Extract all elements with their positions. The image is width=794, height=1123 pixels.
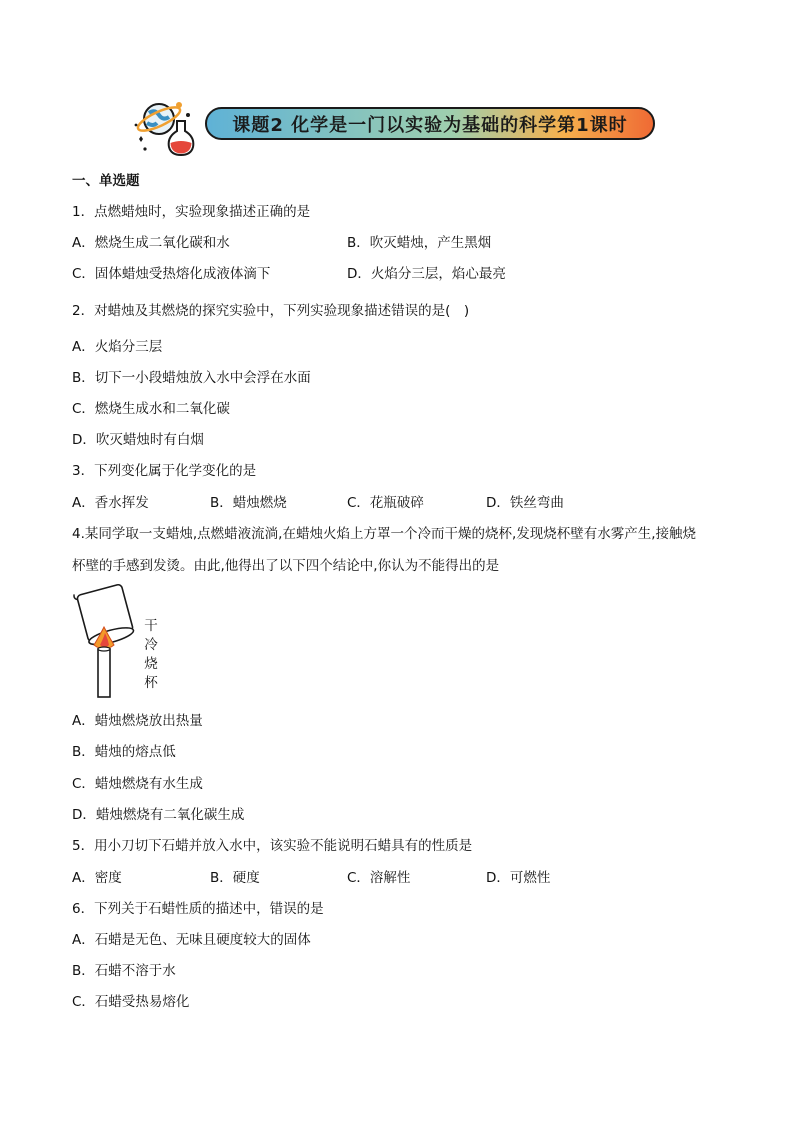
question-4-option-d[interactable]: D．蜡烛燃烧有二氧化碳生成 <box>72 807 245 823</box>
candle-under-beaker-illustration <box>70 583 140 701</box>
question-1-option-b[interactable]: B．吹灭蜡烛，产生黑烟 <box>347 235 492 251</box>
question-6-option-c[interactable]: C．石蜡受热易熔化 <box>72 994 190 1010</box>
question-5-option-d[interactable]: D．可燃性 <box>486 870 551 886</box>
question-2-option-a[interactable]: A．火焰分三层 <box>72 339 163 355</box>
question-2-option-b[interactable]: B．切下一小段蜡烛放入水中会浮在水面 <box>72 370 311 386</box>
question-3-stem: 3．下列变化属于化学变化的是 <box>72 463 257 479</box>
chemistry-globe-flask-icon <box>133 95 205 159</box>
question-5-option-c[interactable]: C．溶解性 <box>347 870 411 886</box>
question-4-stem-line-1: 4.某同学取一支蜡烛,点燃蜡液流淌,在蜡烛火焰上方罩一个冷而干燥的烧杯,发现烧杯壁有水雾产生,接触烧 <box>72 526 697 542</box>
question-4-stem-line-2: 杯壁的手感到发烫。由此,他得出了以下四个结论中,你认为不能得出的是 <box>72 558 500 574</box>
question-4-option-c[interactable]: C．蜡烛燃烧有水生成 <box>72 776 203 792</box>
question-5-option-b[interactable]: B．硬度 <box>210 870 260 886</box>
question-3-option-b[interactable]: B．蜡烛燃烧 <box>210 495 287 511</box>
question-5-option-a[interactable]: A．密度 <box>72 870 122 886</box>
lesson-header <box>133 95 663 159</box>
question-1-stem: 1．点燃蜡烛时，实验现象描述正确的是 <box>72 204 311 220</box>
question-3-option-a[interactable]: A．香水挥发 <box>72 495 149 511</box>
question-3-option-c[interactable]: C．花瓶破碎 <box>347 495 424 511</box>
question-1-option-c[interactable]: C．固体蜡烛受热熔化成液体滴下 <box>72 266 271 282</box>
page-title: 课题2 化学是一门以实验为基础的科学第1课时 <box>232 114 628 136</box>
question-5-stem: 5．用小刀切下石蜡并放入水中，该实验不能说明石蜡具有的性质是 <box>72 838 473 854</box>
question-2-option-d[interactable]: D．吹灭蜡烛时有白烟 <box>72 432 204 448</box>
question-2-stem: 2．对蜡烛及其燃烧的探究实验中，下列实验现象描述错误的是( ) <box>72 303 470 319</box>
question-4-option-a[interactable]: A．蜡烛燃烧放出热量 <box>72 713 203 729</box>
question-4-option-b[interactable]: B．蜡烛的熔点低 <box>72 744 176 760</box>
title-banner <box>205 107 655 140</box>
question-6-stem: 6．下列关于石蜡性质的描述中，错误的是 <box>72 901 324 917</box>
question-2-option-c[interactable]: C．燃烧生成水和二氧化碳 <box>72 401 230 417</box>
question-1-option-a[interactable]: A．燃烧生成二氧化碳和水 <box>72 235 230 251</box>
question-1-option-d[interactable]: D．火焰分三层，焰心最亮 <box>347 266 506 282</box>
question-3-option-d[interactable]: D．铁丝弯曲 <box>486 495 564 511</box>
section-title: 一、单选题 <box>72 173 140 189</box>
question-6-option-b[interactable]: B．石蜡不溶于水 <box>72 963 176 979</box>
figure-label: 干 冷 烧 杯 <box>144 618 158 691</box>
question-6-option-a[interactable]: A．石蜡是无色、无味且硬度较大的固体 <box>72 932 311 948</box>
candle-beaker-figure <box>70 583 170 701</box>
